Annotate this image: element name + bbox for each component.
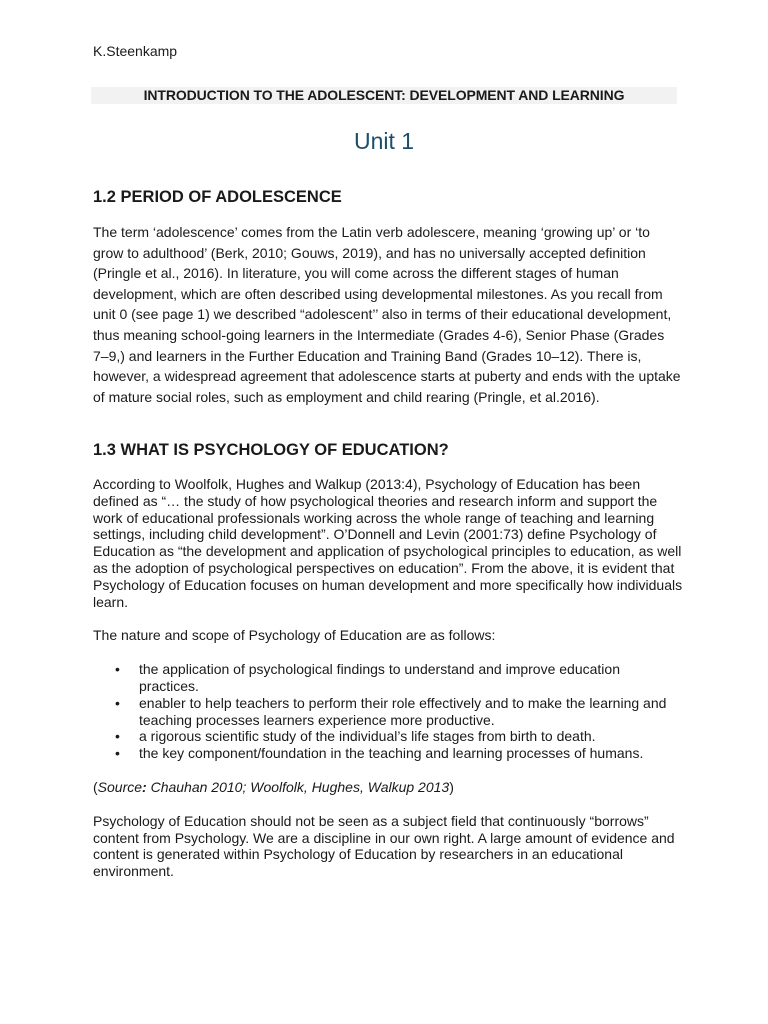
source-open-paren: ( (93, 778, 98, 795)
list-item-text: enabler to help teachers to perform their role effectively and to make the learning and teaching processes learners experience more productive. (139, 694, 667, 728)
unit-title: Unit 1 (353, 128, 415, 154)
list-item-text: the application of psychological findings to understand and improve education practices. (139, 661, 620, 694)
section-heading-psychology-of-education: 1.3 WHAT IS PSYCHOLOGY OF EDUCATION? (93, 441, 449, 459)
list-item-text: the key component/foundation in the teaching and learning processes of humans. (139, 745, 644, 762)
list-item (115, 728, 683, 745)
list-item-text: a rigorous scientific study of the individual’s life stages from birth to death. (139, 728, 596, 745)
list-item (115, 661, 683, 695)
list-item (115, 694, 683, 729)
source-citation (93, 779, 683, 796)
paragraph-adolescence: The term ‘adolescence’ comes from the Latin verb adolescere, meaning ‘growing up’ or ‘to grow to adulthood’ (Berk, 2010; Gouws, 2019), and has no universally accepted definition (Pringle et al., 2016). In literature, you will come across the different stages of human development, which are often described using developmental milestones. As you recall from unit 0 (see page 1) we described “adolescent’’ also in terms of their educational development, thus meaning school-going learners in the Intermediate (Grades 4-6), Senior Phase (Grades 7–9,) and learners in the Further Education and Training Band (Grades 10–12). There is, however, a widespread agreement that adolescence starts at puberty and ends with the uptake of mature social roles, such as employment and child rearing (Pringle, et al.2016). (93, 224, 681, 405)
bullet-icon: • (115, 694, 120, 711)
paragraph-discipline: Psychology of Education should not be seen as a subject field that continuously “borrows” content from Psychology. We are a discipline in our own right. A large amount of evidence and content is generated within Psychology of Education by researchers in an educational environment. (93, 812, 675, 880)
section-1-2-body (93, 222, 683, 407)
bullet-icon: • (115, 661, 120, 678)
paragraph-nature-scope-intro: The nature and scope of Psychology of Education are as follows: (93, 627, 496, 644)
list-item (115, 745, 683, 762)
nature-scope-list (93, 661, 683, 762)
bullet-icon: • (115, 728, 120, 745)
bullet-icon: • (115, 745, 120, 762)
author-name: K.Steenkamp (93, 43, 178, 59)
source-text: Chauhan 2010; Woolfolk, Hughes, Walkup 2013 (146, 778, 450, 795)
document-title: INTRODUCTION TO THE ADOLESCENT: DEVELOPMENT AND LEARNING (143, 87, 625, 103)
section-heading-period-of-adolescence: 1.2 PERIOD OF ADOLESCENCE (93, 188, 342, 206)
source-label: Source (97, 778, 143, 795)
source-colon: : (142, 778, 147, 795)
source-close-paren: ) (449, 778, 454, 795)
paragraph-definition: According to Woolfolk, Hughes and Walkup (2013:4), Psychology of Education has been defined as “… the study of how psychological theories and research inform and support the work of educational professionals working across the whole range of teaching and learning settings, including child development”. O’Donnell and Levin (2001:73) define Psychology of Education as “the development and application of psychological principles to education, as well as the adoption of psychological perspectives on education”. From the above, it is evident that Psychology of Education focuses on human development and more specifically how individuals learn. (93, 476, 683, 610)
section-1-3-body (93, 476, 683, 897)
